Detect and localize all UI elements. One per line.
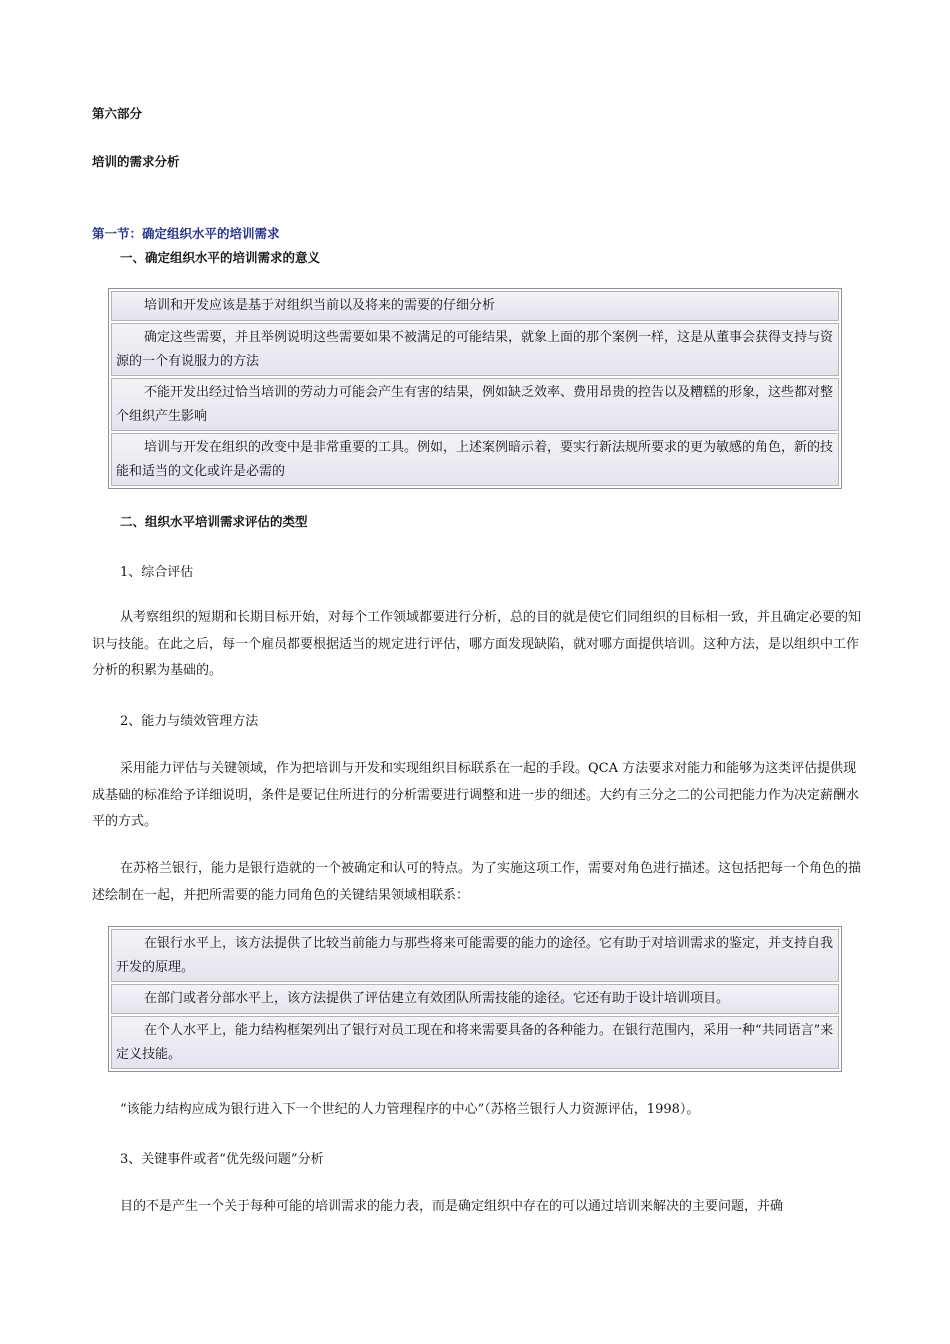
paragraph: 从考察组织的短期和长期目标开始，对每个工作领域都要进行分析，总的目的就是使它们同组织的目标相一致，并且确定必要的知识与技能。在此之后，每一个雇员都要根据适当的规定进行评估，哪方面发现缺陷，就对哪方面提供培训。这种方法，是以组织中工作分析的积累为基础的。 [92,610,862,678]
quote: “该能力结构应成为银行进入下一个世纪的人力管理程序的中心”（苏格兰银行人力资源评估，1998）。 [120,1102,700,1117]
subsection-title-2: 二、组织水平培训需求评估的类型 [120,514,308,529]
section-title: 第一节：确定组织水平的培训需求 [92,226,280,241]
table-row: 确定这些需要，并且举例说明这些需要如果不被满足的可能结果，就象上面的那个案例一样，这是从董事会获得支持与资源的一个有说服力的方法 [111,323,839,376]
table-row: 培训与开发在组织的改变中是非常重要的工具。例如，上述案例暗示着，要实行新法规所要求的更为敏感的角色，新的技能和适当的文化或许是必需的 [111,433,839,486]
part-title: 第六部分 [92,106,143,121]
highlight-table-1 [108,288,842,489]
table-row: 培训和开发应该是基于对组织当前以及将来的需要的仔细分析 [111,291,839,321]
item-title-1: 1、综合评估 [120,565,194,580]
item-title-3: 3、关键事件或者“优先级问题”分析 [120,1152,324,1167]
paragraph: 采用能力评估与关键领域，作为把培训与开发和实现组织目标联系在一起的手段。QCA 方法要求对能力和能够为这类评估提供现成基础的标准给予详细说明，条件是要记住所进行的分析需要进行调整和进一步的细述。大约有三分之二的公司把能力作为决定薪酬水平的方式。 [92,761,860,829]
table-row: 在个人水平上，能力结构框架列出了银行对员工现在和将来需要具备的各种能力。在银行范围内，采用一种“共同语言”来定义技能。 [111,1016,839,1069]
part-subtitle: 培训的需求分析 [92,154,180,169]
paragraph: 在苏格兰银行，能力是银行造就的一个被确定和认可的特点。为了实施这项工作，需要对角色进行描述。这包括把每一个角色的描述绘制在一起，并把所需要的能力同角色的关键结果领域相联系： [92,861,862,903]
table-row: 不能开发出经过恰当培训的劳动力可能会产生有害的结果，例如缺乏效率、费用昂贵的控告以及糟糕的形象，这些都对整个组织产生影响 [111,378,839,431]
paragraph: 目的不是产生一个关于每种可能的培训需求的能力表，而是确定组织中存在的可以通过培训来解决的主要问题，并确 [120,1199,784,1214]
item-title-2: 2、能力与绩效管理方法 [120,714,259,729]
table-row: 在银行水平上，该方法提供了比较当前能力与那些将来可能需要的能力的途径。它有助于对培训需求的鉴定，并支持自我开发的原理。 [111,929,839,982]
table-row: 在部门或者分部水平上，该方法提供了评估建立有效团队所需技能的途径。它还有助于设计培训项目。 [111,984,839,1014]
highlight-table-2 [108,926,842,1072]
subsection-title-1: 一、确定组织水平的培训需求的意义 [120,250,321,265]
